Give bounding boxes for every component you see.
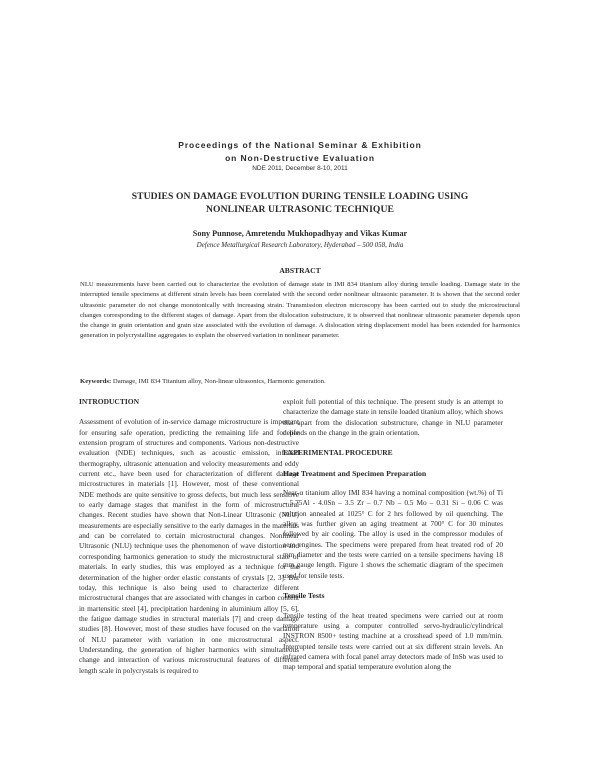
heat-treatment-heading: Heat Treatment and Specimen Preparation (283, 468, 427, 478)
proceedings-title-line1: Proceedings of the National Seminar & Exhibition (178, 140, 422, 150)
keywords-text: Damage, IMI 834 Titanium alloy, Non-linear ultrasonics, Harmonic generation. (112, 378, 326, 385)
abstract-text: NLU measurements have been carried out to characterize the evolution of damage state in IMI 834 titanium alloy during tensile loading. Damage state in the interrupted tensile specimens at different strain levels has been correlated with the second order nonlinear ultrasonic parameter. It is shown that the second order ultrasonic parameter do not change monotonically with increasing strain. Transmission electron microscopy has been carried out to study the microstructural changes corresponding to the different stages of damage. Apart from the dislocation substructure, it is observed that nonlinear ultrasonic parameter depends upon the change in grain orientation and grain size associated with the evolution of damage. A dislocation string displacement model has been extended for harmonics generation in polycrystalline aggregates to explain the observed variation in nonlinear parameter. (80, 281, 520, 340)
introduction-heading: INTRODUCTION (79, 397, 140, 406)
introduction-text: Assessment of evolution of in-service damage microstructure is important for ensuring safe operation, predicting the remaining life and for life extension program of structures and components. Various non-destructive evaluation (NDE) techniques, such as acoustic emission, infrared thermography, ultrasonic attenuation and velocity measurements and eddy current etc., have been used for characterization of different damage microstructures in materials [1]. However, most of these conventional NDE methods are quite sensitive to gross defects, but much less sensitive to early damage stages that manifest in the form of microstructural changes. Recent studies have shown that Non-Linear Ultrasonic (NLU) measurements are especially sensitive to the early damages in the materials and can be correlated to certain microstructural changes. Nonlinear Ultrasonic (NLU) technique uses the phenomenon of wave distortion and corresponding harmonics generation to study the microstructural state of materials. In early studies, this was employed as a technique for the determination of the higher order elastic constants of crystals [2, 3]. But today, this technique is also being used to characterize different microstructural changes that are associated with changes in carbon content in martensitic steel [4], precipitation hardening in aluminium alloy [5, 6], the fatigue damage studies in structural materials [7] and creep damage studies [8]. However, most of these studies have focused on the variation of NLU parameter with variation in one microstructural aspect. Understanding, the generation of higher harmonics with simultaneous change and interaction of various microstructural features of different length scale in polycrystals is required to (79, 417, 299, 675)
affiliation: Defence Metallurgical Research Laboratory, Hyderabad – 500 058, India (196, 241, 404, 249)
tensile-tests-heading: Tensile Tests (283, 591, 325, 601)
tensile-tests-text: Tensile testing of the heat treated specimens were carried out at room temperature using a computer controlled servo-hydraulic/cylindrical INSTRON 8500+ testing machine at a crosshead speed of 1.0 mm/min. Interrupted tensile tests were carried out at six different strain levels. An infrared camera with focal panel array detectors made of InSb was used to map temporal and spatial temperature evolution along the (283, 610, 503, 672)
keywords (80, 378, 520, 385)
authors: Sony Punnose, Amretendu Mukhopadhyay and Vikas Kumar (192, 229, 408, 238)
left-column (79, 397, 299, 676)
paper-title-line1: STUDIES ON DAMAGE EVOLUTION DURING TENSILE LOADING USING (131, 191, 469, 202)
proceedings-title-line2: on Non-Destructive Evaluation (225, 153, 375, 163)
paper-title-line2: NONLINEAR ULTRASONIC TECHNIQUE (206, 204, 394, 215)
proceedings-date: NDE 2011, December 8-10, 2011 (252, 165, 348, 172)
keywords-label: Keywords: (80, 378, 112, 385)
heat-treatment-text: Near-α titanium alloy IMI 834 having a nominal composition (wt.%) of Ti – 5.75Al - 4.0Sn – 3.5 Zr – 0.7 Nb – 0.5 Mo – 0.31 Si – 0.06 C was solution annealed at 1025° C for 2 hrs followed by oil quenching. The alloy was further given an aging treatment at 700° C for 30 minutes followed by air cooling. The alloy is used in the compressor modules of aero engines. The specimens were prepared from heat treated rod of 20 mm diameter and the tests were carried on a tensile specimens having 18 mm gauge length. Figure 1 shows the schematic diagram of the specimen used for tensile tests. (283, 488, 503, 580)
experimental-heading: EXPERIMENTAL PROCEDURE (283, 448, 393, 458)
introduction-continuation: exploit full potential of this technique. The present study is an attempt to characterize the damage state in tensile loaded titanium alloy, which shows that apart from the dislocation substructure, change in NLU parameter depends on the change in the grain orientation. (283, 397, 503, 438)
abstract-heading: ABSTRACT (279, 266, 321, 275)
right-column (283, 397, 503, 673)
